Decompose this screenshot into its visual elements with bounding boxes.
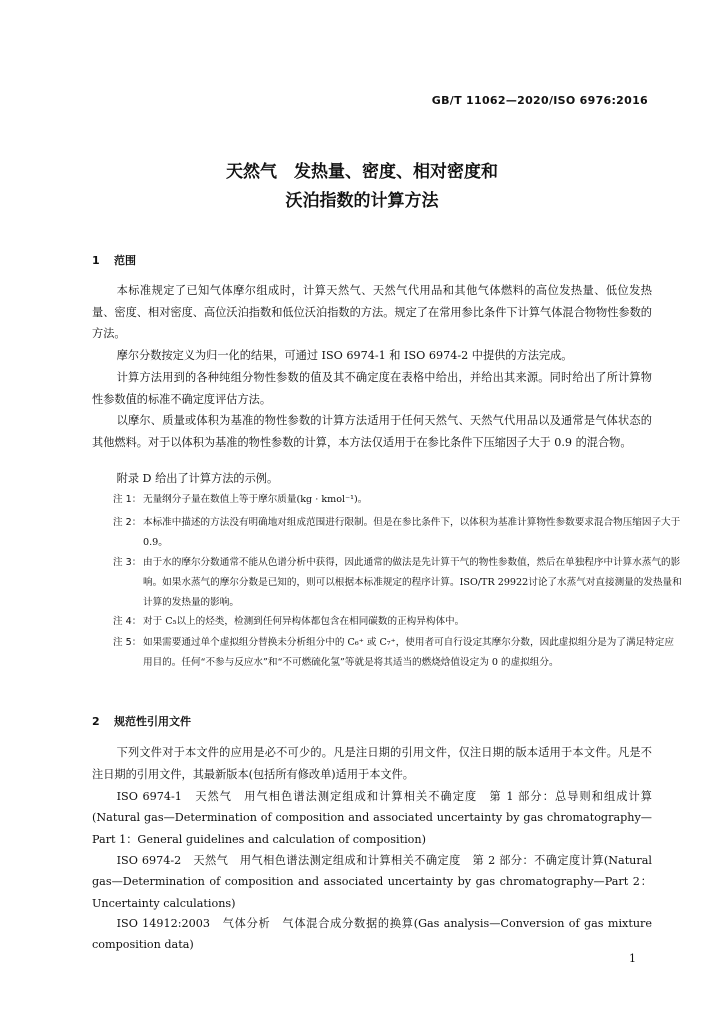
note-text: 由于水的摩尔分数通常不能从色谱分析中获得，因此通常的做法是先计算干气的物性参数值，然后在单独程序中计算水蒸气的影响。如果水蒸气的摩尔分数是已知的，则可以根据本标准规定的程序计算。ISO/TR 29922讨论了水蒸气对直接测量的发热量和计算的发热量的影响。 — [143, 557, 682, 608]
note-text: 本标准中描述的方法没有明确地对组成范围进行限制。但是在参比条件下，以体积为基准计算物性参数要求混合物压缩因子大于 0.9。 — [143, 517, 681, 548]
note-1 — [113, 490, 682, 510]
section-2-heading — [92, 713, 191, 729]
section-number: 1 — [92, 254, 100, 267]
reference-item-2: ISO 6974-2 天然气 用气相色谱法测定组成和计算相关不确定度 第 2 部分：不确定度计算(Natural gas—Determination of composition and associated uncertainty by gas chromatography—Part 2：Uncertainty calculations) — [92, 854, 652, 910]
section-number: 2 — [92, 715, 100, 728]
note-label: 注 1： — [113, 494, 142, 505]
references-intro: 下列文件对于本文件的应用是必不可少的。凡是注日期的引用文件，仅注日期的版本适用于本文件。凡是不注日期的引用文件，其最新版本(包括所有修改单)适用于本文件。 — [92, 746, 652, 781]
note-text: 对于 C₅以上的烃类，检测到任何异构体都包含在相同碳数的正构异构体中。 — [143, 616, 465, 627]
reference-item-1: ISO 6974-1 天然气 用气相色谱法测定组成和计算相关不确定度 第 1 部分：总导则和组成计算(Natural gas—Determination of composition and associated uncertainty by gas chromatography—Part 1：General guidelines and calculation of composition) — [92, 790, 652, 846]
standard-code: GB/T 11062—2020/ISO 6976:2016 — [431, 94, 648, 107]
note-text: 如果需要通过单个虚拟组分替换未分析组分中的 C₆⁺ 或 C₇⁺，使用者可自行设定其摩尔分数，因此虚拟组分是为了满足特定应用目的。任何“不参与反应水”和“不可燃硫化氢”等就是将其适当的燃烧焓值设定为 0 的虚拟组分。 — [143, 637, 674, 668]
note-label: 注 3： — [113, 557, 142, 568]
note-4 — [113, 612, 682, 632]
page-number: 1 — [629, 952, 636, 965]
scope-paragraph-5: 附录 D 给出了计算方法的示例。 — [116, 472, 279, 485]
note-label: 注 2： — [113, 517, 142, 528]
note-label: 注 4： — [113, 616, 142, 627]
section-1-heading — [92, 252, 136, 268]
note-5 — [113, 633, 682, 673]
scope-paragraph-2: 摩尔分数按定义为归一化的结果，可通过 ISO 6974-1 和 ISO 6974-2 中提供的方法完成。 — [116, 349, 573, 362]
note-text: 无量纲分子量在数值上等于摩尔质量(kg · kmol⁻¹)。 — [143, 494, 368, 505]
section-title: 范围 — [114, 254, 136, 267]
title-line-1: 天然气 发热量、密度、相对密度和 — [226, 162, 498, 182]
reference-item-3: ISO 14912:2003 气体分析 气体混合成分数据的换算(Gas analysis—Conversion of gas mixture composition data) — [92, 917, 652, 952]
scope-paragraph-4: 以摩尔、质量或体积为基准的物性参数的计算方法适用于任何天然气、天然气代用品以及通常是气体状态的其他燃料。对于以体积为基准的物性参数的计算，本方法仅适用于在参比条件下压缩因子大于 0.9 的混合物。 — [92, 414, 652, 449]
title-line-2: 沃泊指数的计算方法 — [285, 191, 439, 211]
note-3 — [113, 553, 682, 613]
document-title — [0, 158, 724, 216]
note-label: 注 5： — [113, 637, 142, 648]
scope-paragraph-1: 本标准规定了已知气体摩尔组成时，计算天然气、天然气代用品和其他气体燃料的高位发热量、低位发热量、密度、相对密度、高位沃泊指数和低位沃泊指数的方法。规定了在常用参比条件下计算气体混合物物性参数的方法。 — [92, 284, 652, 341]
section-title: 规范性引用文件 — [114, 715, 191, 728]
scope-paragraph-3: 计算方法用到的各种纯组分物性参数的值及其不确定度在表格中给出，并给出其来源。同时给出了所计算物性参数值的标准不确定度评估方法。 — [92, 371, 652, 406]
note-2 — [113, 513, 682, 553]
